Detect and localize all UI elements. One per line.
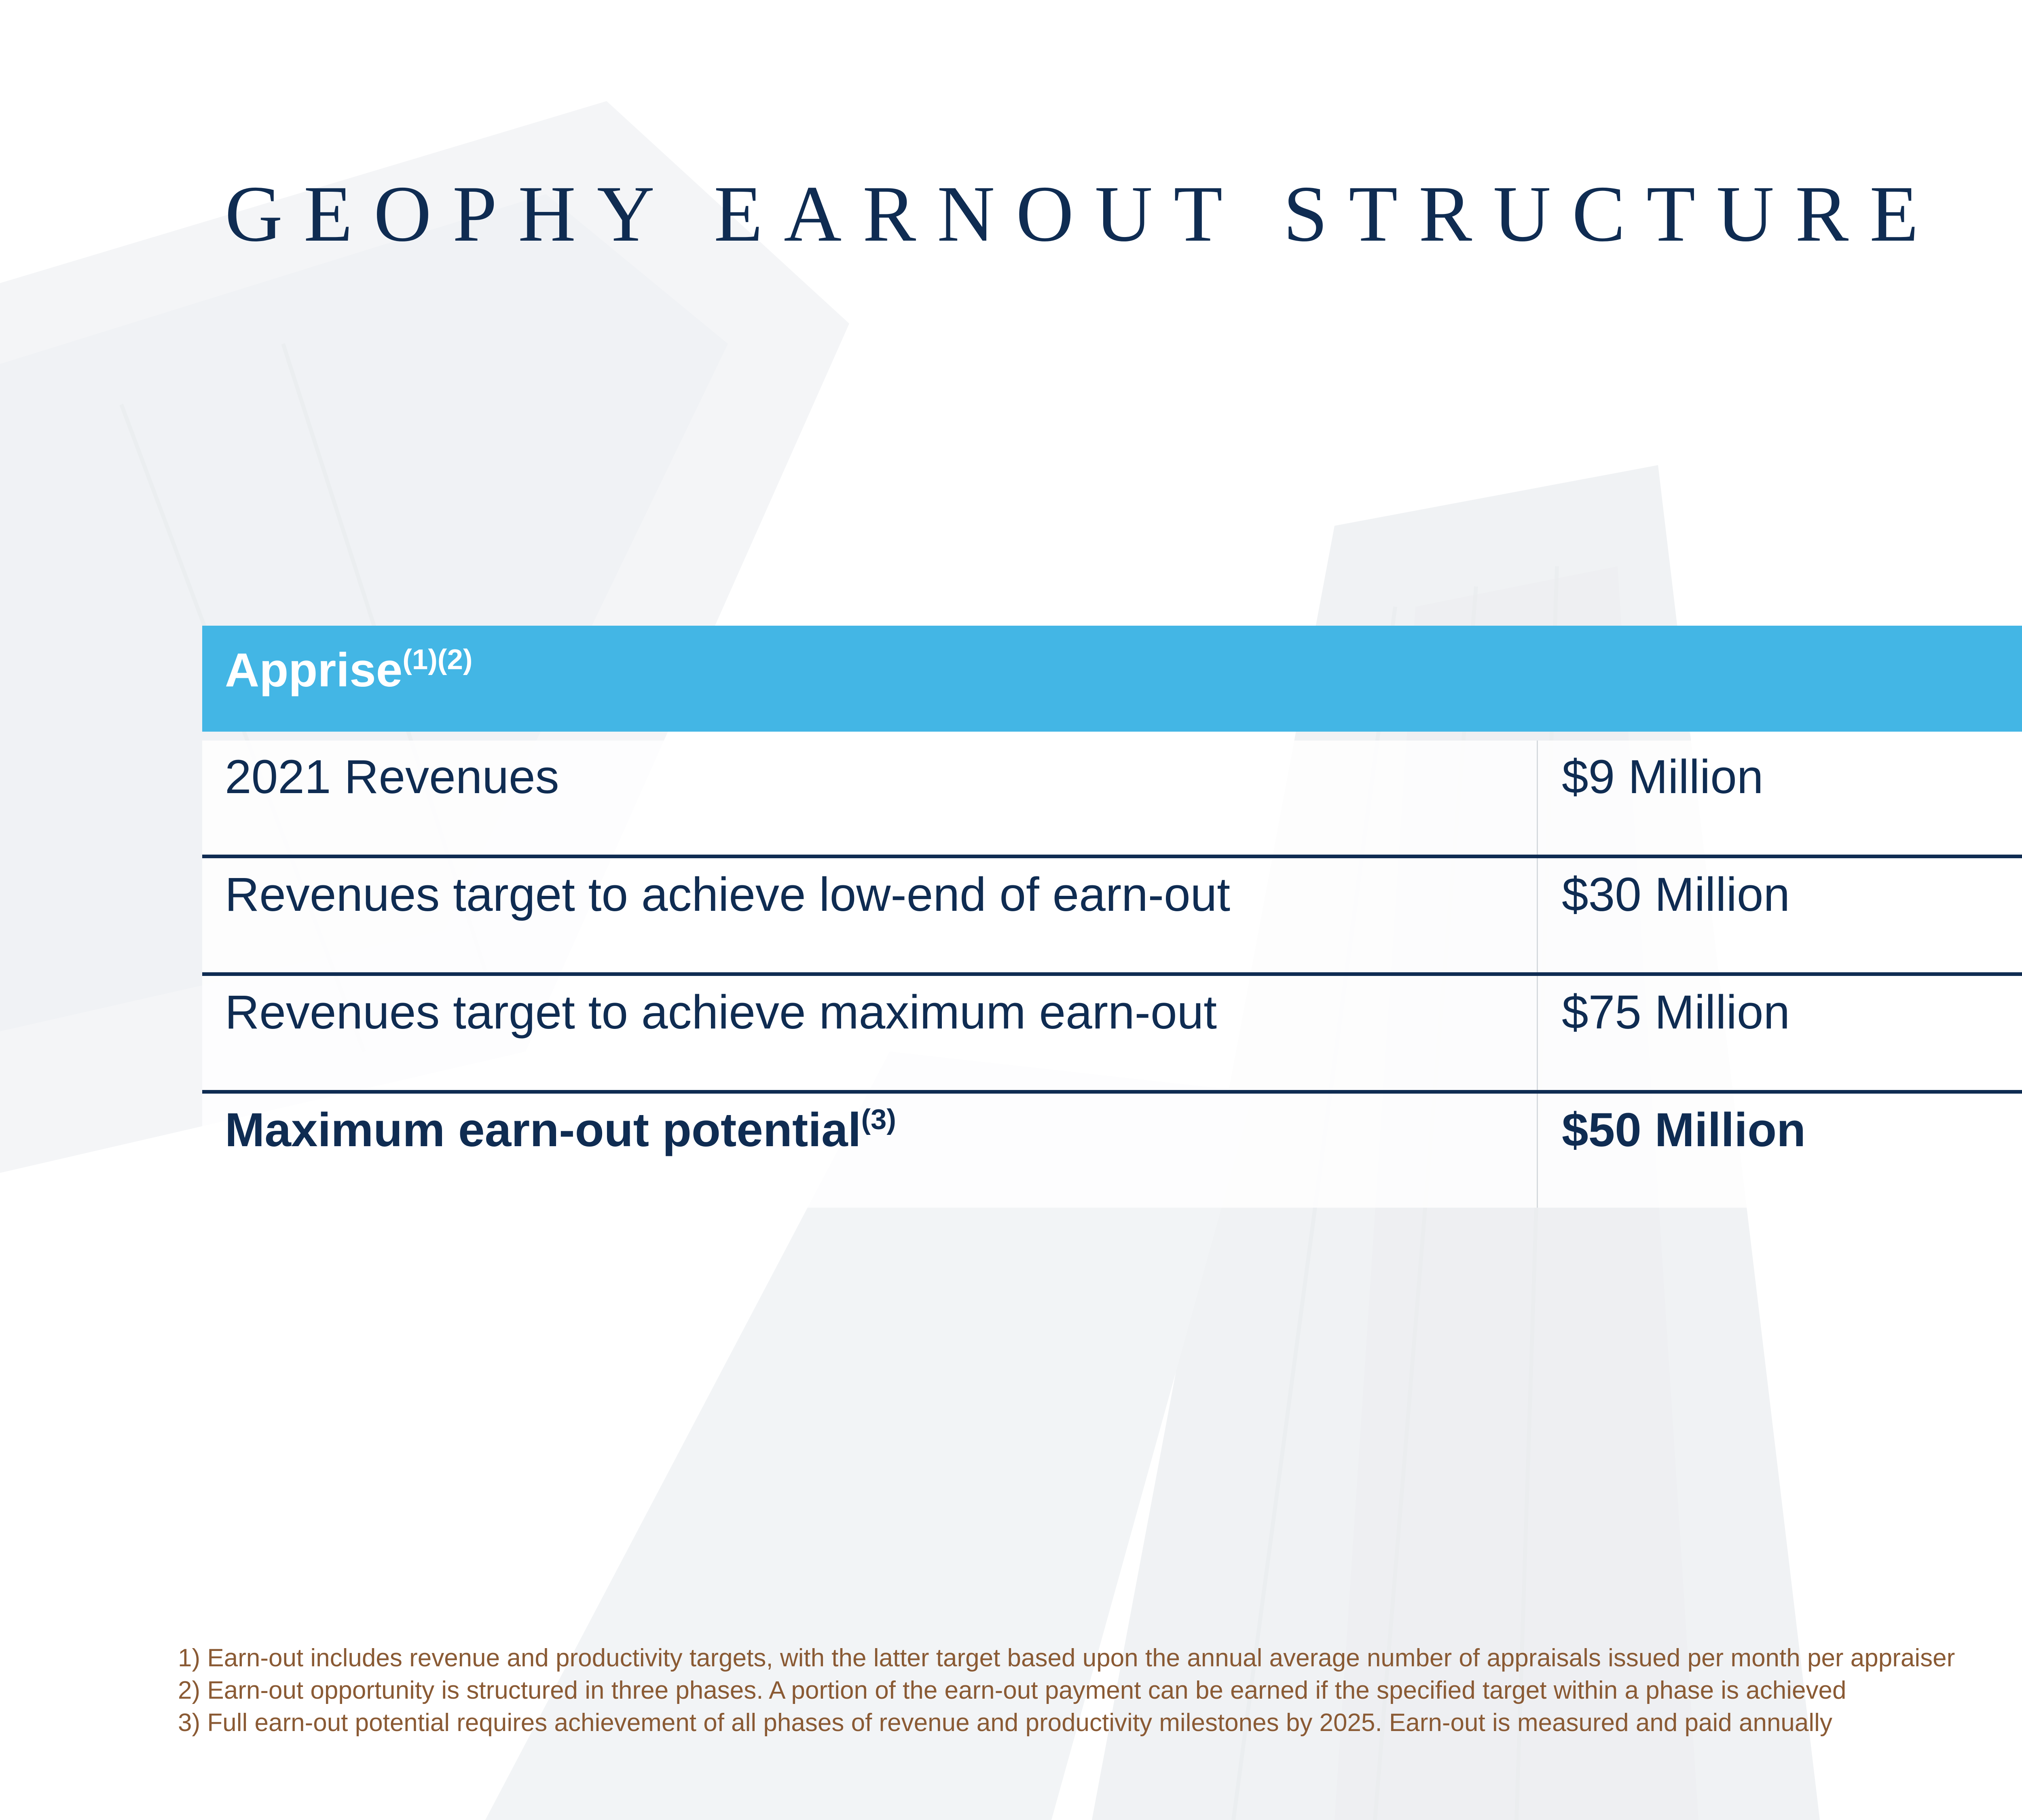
row-label: 2021 Revenues bbox=[225, 750, 559, 804]
footnote-3: 3) Full earn-out potential requires achievement of all phases of revenue and productivity milestones by 2025. Earn-out is measured and paid annually bbox=[178, 1709, 1832, 1737]
column-divider bbox=[1537, 976, 1538, 1090]
row-value: $30 Million bbox=[1562, 868, 1790, 921]
column-divider bbox=[1537, 741, 1538, 855]
header-text: Apprise bbox=[225, 643, 403, 697]
table-header bbox=[202, 626, 2022, 732]
footnote-1: 1) Earn-out includes revenue and productivity targets, with the latter target based upon the annual average number of appraisals issued per month per appraiser bbox=[178, 1644, 1955, 1672]
row-label: Revenues target to achieve low-end of earn-out bbox=[225, 868, 1231, 921]
row-label bbox=[225, 1102, 896, 1159]
page-title: GEOPHY EARNOUT STRUCTURE bbox=[225, 169, 1940, 258]
row-label: Revenues target to achieve maximum earn-out bbox=[225, 986, 1217, 1039]
table-row-total bbox=[202, 1090, 2022, 1208]
row-value: $75 Million bbox=[1562, 986, 1790, 1039]
table-row bbox=[202, 741, 2022, 855]
row-label-text: Maximum earn-out potential bbox=[225, 1103, 861, 1157]
footnotes bbox=[178, 1642, 1955, 1739]
row-footnote-ref: (3) bbox=[861, 1103, 896, 1136]
footnote-2: 2) Earn-out opportunity is structured in three phases. A portion of the earn-out payment can be earned if the specified target within a phase is achieved bbox=[178, 1676, 1846, 1704]
column-divider bbox=[1537, 1094, 1538, 1208]
table-row bbox=[202, 972, 2022, 1090]
earnout-table bbox=[202, 626, 2022, 1208]
column-divider bbox=[1537, 858, 1538, 972]
table-header-label bbox=[225, 642, 472, 699]
row-value: $50 Million bbox=[1562, 1103, 1806, 1157]
table-row bbox=[202, 855, 2022, 972]
row-value: $9 Million bbox=[1562, 750, 1764, 804]
header-footnote-ref: (1)(2) bbox=[402, 643, 473, 676]
